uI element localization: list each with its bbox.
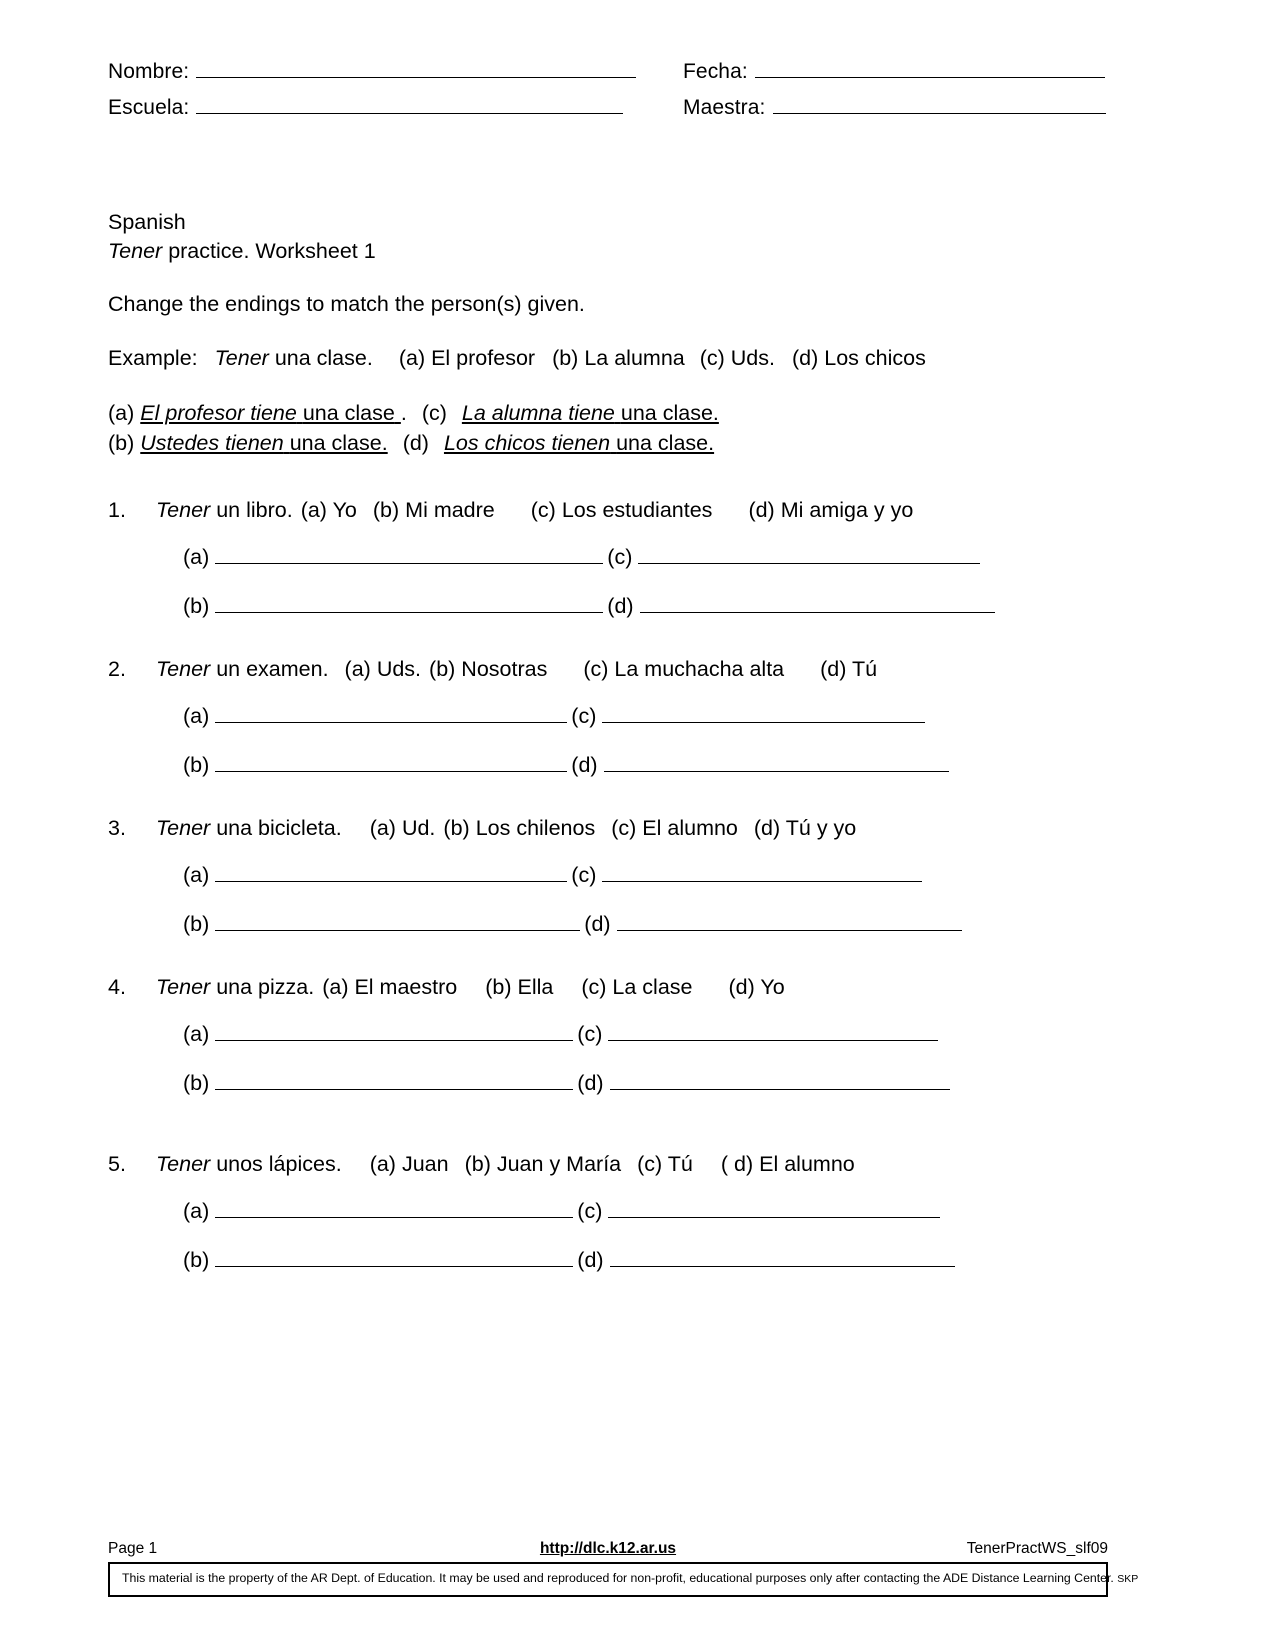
escuela-input-line[interactable] [196,97,623,114]
answer-label-b: (b) [183,594,210,618]
question-number: 1. [108,498,126,522]
fecha-field-group [683,60,1105,84]
answer-row [108,1199,1118,1224]
worksheet-name-line [108,237,1108,266]
option-c-text: La muchacha alta [614,657,785,681]
option-a-tag: (a) [369,816,396,840]
answer-label-d: (d) [571,753,598,777]
maestra-label: Maestra: [683,96,766,119]
header-row-1 [108,60,1108,84]
answer-row [108,704,1118,729]
answer-label-c: (c) [607,545,633,569]
example-verb: Tener [214,346,269,370]
example-answer-c-tag: (c) [421,401,447,425]
question-item [108,657,1118,778]
question-number: 4. [108,975,126,999]
question-object: un libro. [216,498,293,522]
escuela-label: Escuela: [108,96,190,119]
title-verb: Tener [108,239,163,263]
question-number: 5. [108,1152,126,1176]
option-a-text: El maestro [354,975,458,999]
answer-blank-d[interactable] [640,597,995,613]
example-answer-a-subject: El profesor tiene [140,401,297,425]
example-option-b-tag: (b) [552,346,579,370]
question-verb: Tener [156,975,211,999]
example-answer-a-object: una clase [302,401,395,425]
option-b-text: Los chilenos [475,816,596,840]
answer-label-c: (c) [571,863,597,887]
question-verb: Tener [156,1152,211,1176]
fecha-label: Fecha: [683,60,748,83]
example-prompt [108,346,926,371]
option-b-tag: (b) [429,657,456,681]
option-d-text: Yo [760,975,785,999]
answer-blank-d[interactable] [610,1251,955,1267]
question-prompt [108,1152,1118,1177]
option-a-text: Ud. [401,816,436,840]
option-a-tag: (a) [322,975,349,999]
answer-blank-c[interactable] [608,1025,938,1041]
answer-blank-a[interactable] [215,1025,573,1041]
example-option-b-text: La alumna [584,346,685,370]
header-row-2 [108,96,1108,120]
answer-blank-a[interactable] [215,548,603,564]
subject-line: Spanish [108,210,186,234]
option-a-tag: (a) [369,1152,396,1176]
question-prompt [108,498,1118,523]
answer-label-a: (a) [183,545,210,569]
escuela-field-group [108,96,683,120]
answer-blank-c[interactable] [608,1202,940,1218]
option-d-text: El alumno [759,1152,855,1176]
page-footer [108,1540,1139,1597]
nombre-input-line[interactable] [196,61,636,78]
student-info-header [108,60,1108,132]
option-b-text: Mi madre [405,498,495,522]
example-answer-b-object: una clase. [289,431,388,455]
example-answer-b-tag: (b) [108,431,135,455]
answer-label-c: (c) [571,704,597,728]
example-answer-c-subject: La alumna tiene [461,401,615,425]
option-d-tag: (d) [753,816,781,840]
example-answer-a-tag: (a) [108,401,135,425]
answer-label-b: (b) [183,912,210,936]
answer-row [108,912,1118,937]
option-b-text: Ella [517,975,554,999]
question-number: 3. [108,816,126,840]
example-answer-c-object: una clase. [620,401,719,425]
option-c-tag: (c) [637,1152,663,1176]
footer-url-link[interactable]: http://dlc.k12.ar.us [539,1540,677,1557]
question-item [108,498,1118,619]
answer-row [108,1022,1118,1047]
question-prompt [108,975,1118,1000]
answer-blank-a[interactable] [215,866,567,882]
option-b-text: Nosotras [461,657,548,681]
option-a-text: Yo [332,498,357,522]
example-answer-b-subject: Ustedes tienen [140,431,284,455]
answer-row [108,545,1118,570]
answer-label-a: (a) [183,863,210,887]
example-option-d-tag: (d) [792,346,819,370]
option-b-tag: (b) [464,1152,491,1176]
example-option-d-text: Los chicos [824,346,926,370]
example-answer-a-tail: . [400,401,407,425]
question-verb: Tener [156,657,211,681]
option-c-tag: (c) [581,975,607,999]
answer-blank-b[interactable] [215,1251,573,1267]
option-d-tag: (d) [820,657,847,681]
option-d-tag: (d) [748,498,775,522]
answer-label-b: (b) [183,1071,210,1095]
option-a-tag: (a) [344,657,371,681]
answer-blank-d[interactable] [610,1074,950,1090]
answer-label-a: (a) [183,1022,210,1046]
question-object: unos lápices. [216,1152,342,1176]
option-c-tag: (c) [611,816,637,840]
footer-meta-row [108,1540,1108,1558]
example-answer-d-object: una clase. [616,431,715,455]
answer-blank-b[interactable] [215,597,603,613]
example-answer-d-subject: Los chicos tienen [443,431,611,455]
question-item [108,975,1118,1096]
option-a-text: Juan [401,1152,449,1176]
answer-label-a: (a) [183,704,210,728]
answer-label-d: (d) [584,912,611,936]
answer-blank-b[interactable] [215,915,580,931]
question-prompt [108,657,1118,682]
question-object: un examen. [216,657,329,681]
option-c-text: Los estudiantes [561,498,713,522]
option-d-text: Tú y yo [785,816,857,840]
option-d-text: Mi amiga y yo [780,498,914,522]
questions-list [108,498,1118,1273]
example-option-c-text: Uds. [730,346,775,370]
answer-blank-d[interactable] [604,756,949,772]
title-rest: practice. Worksheet 1 [168,239,376,263]
page-number: Page 1 [108,1540,158,1557]
answer-label-d: (d) [607,594,634,618]
example-option-a-tag: (a) [398,346,426,370]
copyright-notice-box [108,1562,1139,1597]
answer-blank-c[interactable] [602,707,925,723]
option-b-tag: (b) [443,816,470,840]
option-a-text: Uds. [376,657,422,681]
fecha-input-line[interactable] [755,61,1105,78]
answer-blank-c[interactable] [638,548,980,564]
answer-blank-b[interactable] [215,1074,573,1090]
question-object: una bicicleta. [216,816,342,840]
example-option-c-tag: (c) [699,346,725,370]
copyright-notice-body: This material is the property of the AR Dept. of Education. It may be used and reproduced for non-profit, educational purposes only after contacting the ADE Distance Learning Center. [122,1571,1114,1585]
answer-label-d: (d) [577,1248,604,1272]
option-c-tag: (c) [583,657,609,681]
instruction-text: Change the endings to match the person(s) given. [108,292,585,316]
option-d-tag: (d) [728,975,755,999]
option-b-tag: (b) [372,498,400,522]
answer-row [108,594,1118,619]
answer-label-d: (d) [577,1071,604,1095]
question-number: 2. [108,657,126,681]
option-c-text: El alumno [642,816,738,840]
question-item [108,1152,1118,1273]
option-d-tag: ( d) [720,1152,754,1176]
example-answer-row-1 [108,398,719,428]
answer-label-b: (b) [183,1248,210,1272]
answer-label-c: (c) [577,1199,603,1223]
maestra-field-group [683,96,1106,120]
example-answer-row-2 [108,428,719,458]
copyright-initials: SKP [1117,1573,1139,1585]
example-answers [108,398,719,458]
answer-blank-a[interactable] [215,707,567,723]
nombre-field-group [108,60,683,84]
option-c-text: Tú [667,1152,693,1176]
copyright-notice-text [122,1571,1139,1587]
answer-blank-a[interactable] [215,1202,573,1218]
worksheet-title [108,208,1108,266]
nombre-label: Nombre: [108,60,190,83]
answer-row [108,1071,1118,1096]
answer-label-c: (c) [577,1022,603,1046]
example-option-a-text: El profesor [431,346,536,370]
question-item [108,816,1118,937]
option-d-text: Tú [852,657,878,681]
question-verb: Tener [156,816,211,840]
question-object: una pizza. [216,975,315,999]
answer-blank-c[interactable] [602,866,922,882]
option-b-text: Juan y María [496,1152,622,1176]
option-c-tag: (c) [530,498,556,522]
example-label: Example: [108,346,198,370]
maestra-input-line[interactable] [773,97,1106,114]
answer-row [108,753,1118,778]
example-answer-d-tag: (d) [402,431,429,455]
document-code: TenerPractWS_slf09 [966,1540,1108,1557]
answer-label-a: (a) [183,1199,210,1223]
question-prompt [108,816,1118,841]
answer-blank-b[interactable] [215,756,567,772]
answer-label-b: (b) [183,753,210,777]
option-b-tag: (b) [485,975,512,999]
answer-blank-d[interactable] [617,915,962,931]
example-prompt-rest: una clase. [274,346,373,370]
answer-row [108,863,1118,888]
option-c-text: La clase [612,975,693,999]
question-verb: Tener [156,498,211,522]
option-a-tag: (a) [300,498,327,522]
answer-row [108,1248,1118,1273]
